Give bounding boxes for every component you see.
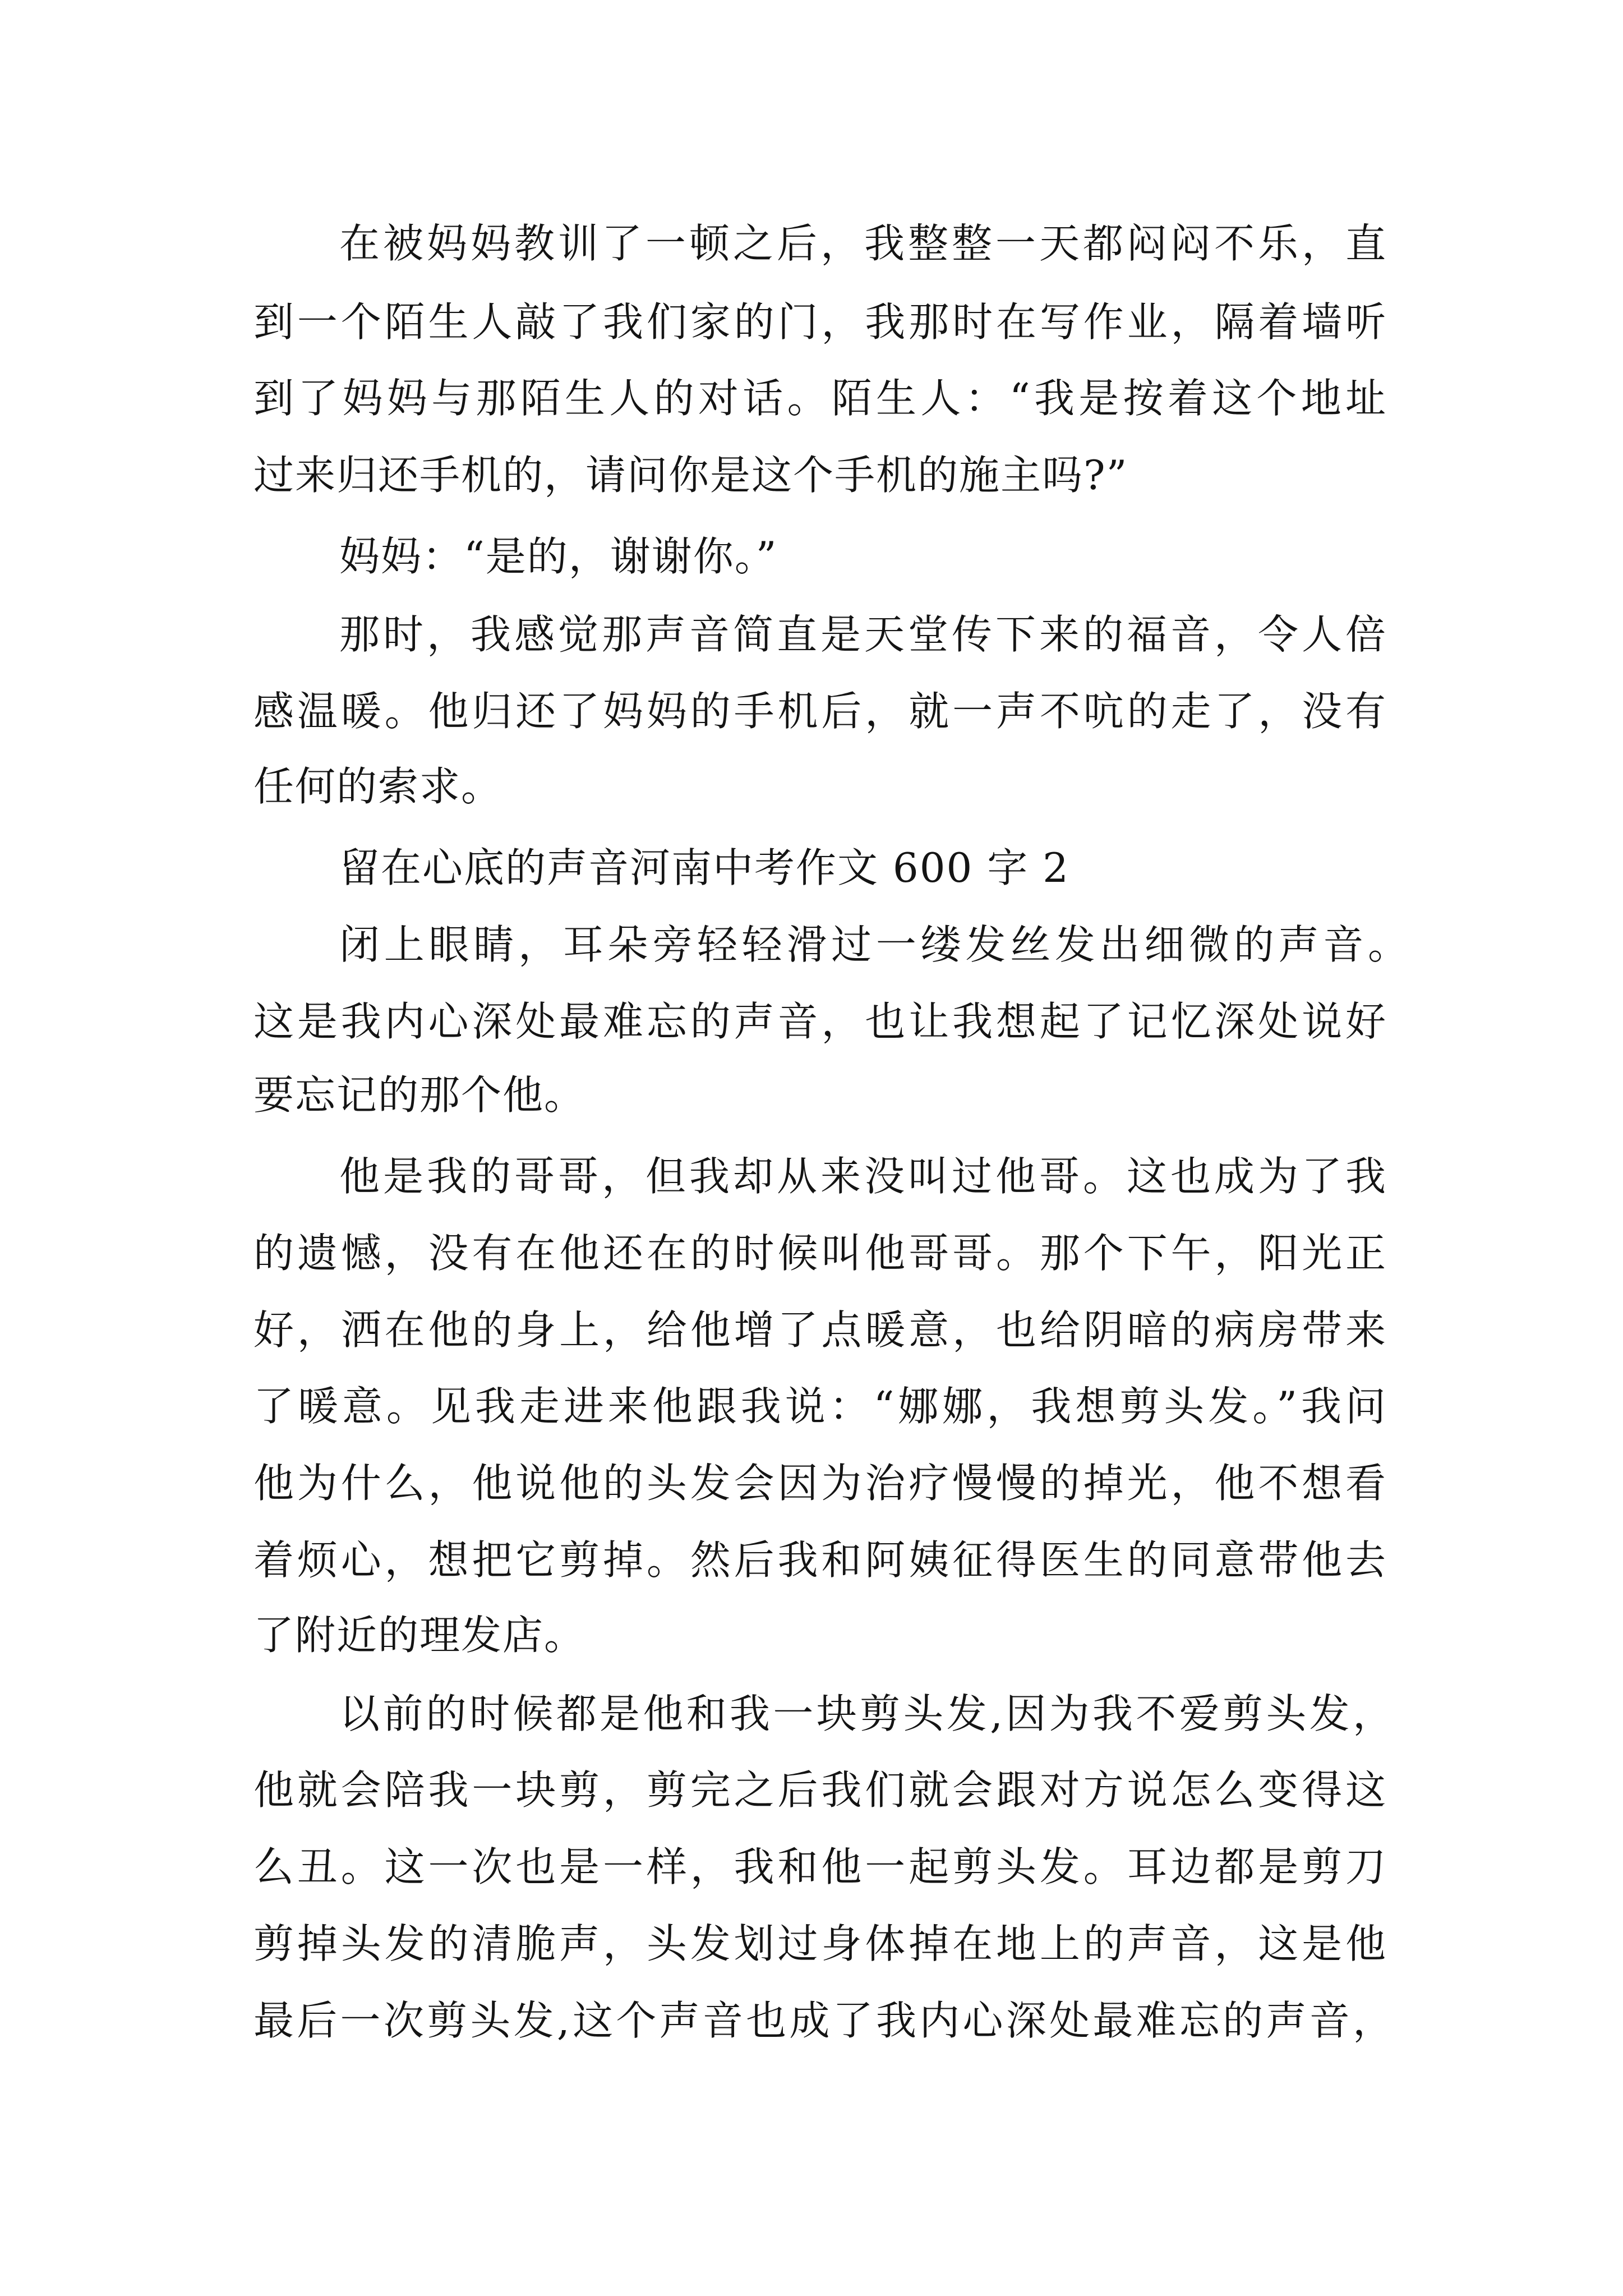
- text-line: 他为什么，他说他的头发会因为治疗慢慢的掉光，他不想看: [253, 1460, 1387, 1507]
- text-line: 他就会陪我一块剪，剪完之后我们就会跟对方说怎么变得这: [253, 1766, 1387, 1814]
- text-line: 要忘记的那个他。: [253, 1071, 586, 1119]
- text-line: 以前的时候都是他和我一块剪头发,因为我不爱剪头发，: [339, 1690, 1394, 1737]
- text-line: 妈妈：“是的，谢谢你。”: [339, 533, 778, 580]
- text-line: 他是我的哥哥，但我却从来没叫过他哥。这也成为了我: [339, 1153, 1387, 1200]
- text-line: 感温暖。他归还了妈妈的手机后，就一声不吭的走了，没有: [253, 688, 1387, 735]
- text-line: 了附近的理发店。: [253, 1612, 586, 1659]
- text-line: 的遗憾，没有在他还在的时候叫他哥哥。那个下午，阳光正: [253, 1230, 1387, 1277]
- text-line: 那时，我感觉那声音简直是天堂传下来的福音，令人倍: [339, 611, 1387, 658]
- text-line: 好，洒在他的身上，给他增了点暖意，也给阴暗的病房带来: [253, 1306, 1387, 1354]
- text-line: 闭上眼睛，耳朵旁轻轻滑过一缕发丝发出细微的声音。: [339, 921, 1409, 968]
- text-line: 任何的索求。: [253, 763, 503, 810]
- text-line: 到一个陌生人敲了我们家的门，我那时在写作业，隔着墙听: [253, 298, 1387, 346]
- text-line: 这是我内心深处最难忘的声音，也让我想起了记忆深处说好: [253, 998, 1387, 1045]
- text-line: 到了妈妈与那陌生人的对话。陌生人：“我是按着这个地址: [253, 375, 1387, 422]
- text-line: 着烦心，想把它剪掉。然后我和阿姨征得医生的同意带他去: [253, 1536, 1387, 1584]
- text-line: 过来归还手机的，请问你是这个手机的施主吗?”: [253, 452, 1128, 499]
- text-line: 剪掉头发的清脆声，头发划过身体掉在地上的声音，这是他: [253, 1920, 1387, 1967]
- heading-text: 留在心底的声音河南中考作文 600 字 2: [339, 844, 1069, 891]
- text-line: 了暖意。见我走进来他跟我说：“娜娜，我想剪头发。”我问: [253, 1383, 1387, 1430]
- text-line: 在被妈妈教训了一顿之后，我整整一天都闷闷不乐，直: [339, 220, 1387, 267]
- text-line: 么丑。这一次也是一样，我和他一起剪头发。耳边都是剪刀: [253, 1843, 1387, 1890]
- text-line: 最后一次剪头发,这个声音也成了我内心深处最难忘的声音，: [253, 1997, 1394, 2044]
